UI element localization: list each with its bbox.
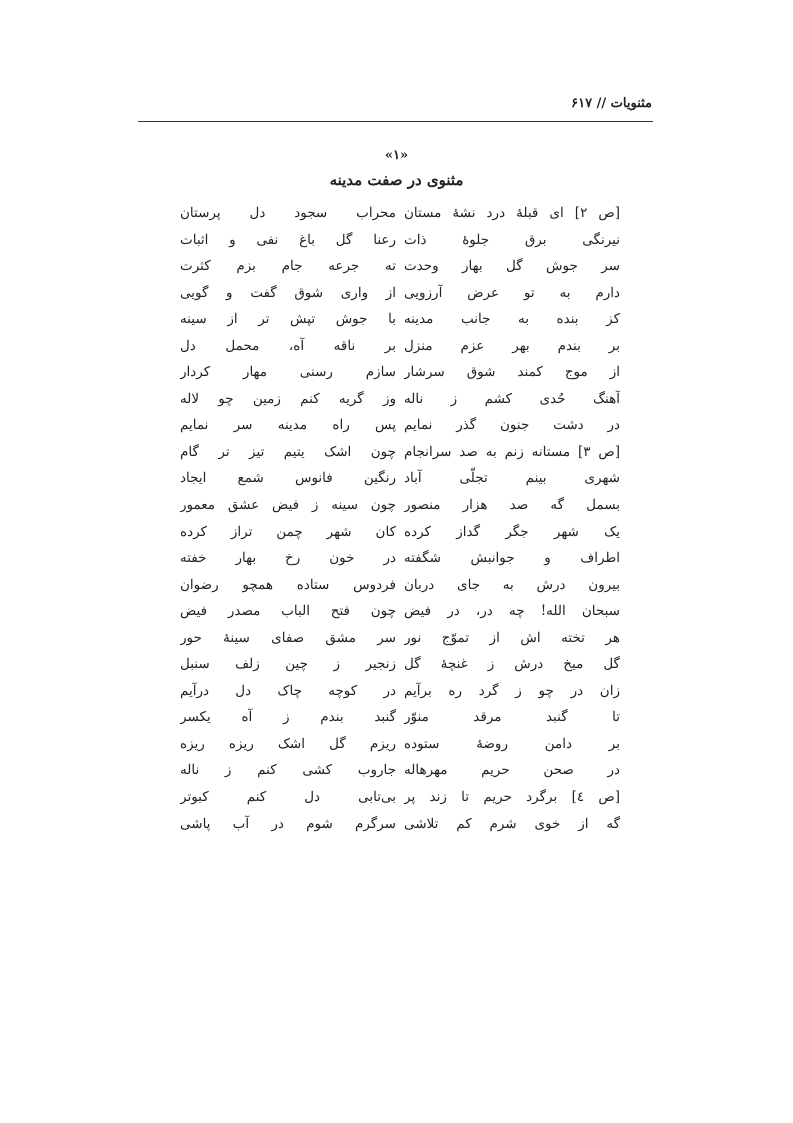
poem-number: «۱»: [384, 148, 409, 163]
right-hemistich: در دشت جنون گذر نمایم: [404, 417, 620, 434]
header-rule: [138, 121, 653, 122]
verse: [180, 200, 620, 227]
verse: [180, 572, 620, 599]
running-head: مثنویات // ۶۱۷: [571, 96, 652, 111]
left-hemistich: با جوش تپش تر از سینه: [180, 311, 396, 328]
right-hemistich: اطراف و جوانبش شگفته: [404, 550, 620, 567]
left-hemistich: چون سینه ز فیض عشق معمور: [180, 497, 396, 514]
verse: [180, 359, 620, 386]
verse: [180, 306, 620, 333]
right-hemistich: گه از خوی شرم کم تلاشی: [404, 815, 620, 832]
verse: [180, 280, 620, 307]
verse: [180, 811, 620, 838]
left-hemistich: جاروب کشی کنم ز ناله: [180, 762, 396, 779]
verse: [180, 731, 620, 758]
right-hemistich: گل میخ درش ز غنچهٔ گل: [404, 656, 620, 673]
right-hemistich: کز بنده به جانب مدینه: [404, 311, 620, 328]
left-hemistich: چون فتح الباب مصدر فیض: [180, 603, 396, 620]
verse: [180, 704, 620, 731]
left-hemistich: سرگرم شوم در آب پاشی: [180, 815, 396, 832]
right-hemistich: سر جوش گل بهار وحدت: [404, 258, 620, 275]
right-hemistich: بر دامن روضهٔ ستوده: [404, 735, 620, 752]
right-hemistich: شهری بینم تجلّی آباد: [404, 470, 620, 487]
verse: [180, 757, 620, 784]
verse: [180, 386, 620, 413]
left-hemistich: بی‌تابی دل کنم کبوتر: [180, 789, 396, 806]
right-hemistich: بیرون درش به جای دربان: [404, 576, 620, 593]
verse: [180, 545, 620, 572]
left-hemistich: بر ناقه آه، محمل دل: [180, 337, 396, 354]
right-hemistich: [ص ٤] برگرد حریم تا زند پر: [404, 789, 620, 806]
verse: [180, 651, 620, 678]
left-hemistich: فردوس ستاده همچو رضوان: [180, 576, 396, 593]
left-hemistich: گنبد بندم ز آه یکسر: [180, 709, 396, 726]
verse: [180, 519, 620, 546]
left-hemistich: زنجیر ز چین زلف سنبل: [180, 656, 396, 673]
right-hemistich: بر بندم بهر عزم منزل: [404, 337, 620, 354]
left-hemistich: در خون رخ بهار خفته: [180, 550, 396, 567]
right-hemistich: آهنگ حُدی کشم ز ناله: [404, 390, 620, 407]
verse-list: [180, 200, 620, 837]
right-hemistich: [ص ۳] مستانه زنم به صد سرانجام: [404, 443, 620, 460]
left-hemistich: چون اشک یتیم تیز تر گام: [180, 443, 396, 460]
left-hemistich: رعنا گل باغ نفی و اثبات: [180, 231, 396, 248]
poem-title: مثنوی در صفت مدینه: [329, 171, 464, 189]
left-hemistich: وز گریه کنم زمین چو لاله: [180, 390, 396, 407]
verse: [180, 678, 620, 705]
left-hemistich: از واری شوق گفت و گویی: [180, 284, 396, 301]
verse: [180, 412, 620, 439]
left-hemistich: کان شهر چمن تراز کرده: [180, 523, 396, 540]
verse: [180, 333, 620, 360]
right-hemistich: یک شهر جگر گداز کرده: [404, 523, 620, 540]
right-hemistich: سبحان الله! چه در، در فیض: [404, 603, 620, 620]
left-hemistich: سر مشق صفای سینهٔ حور: [180, 629, 396, 646]
right-hemistich: بسمل گه صد هزار منصور: [404, 497, 620, 514]
right-hemistich: [ص ۲] ای قبلهٔ درد نشهٔ مستان: [404, 205, 620, 221]
right-hemistich: نیرنگی برق جلوهٔ ذات: [404, 231, 620, 248]
right-hemistich: در صحن حریم مهرهاله: [404, 762, 620, 779]
verse: [180, 465, 620, 492]
verse: [180, 625, 620, 652]
left-hemistich: ته جرعه جام بزم کثرت: [180, 258, 396, 275]
right-hemistich: زان در چو ز گرد ره برآیم: [404, 682, 620, 699]
right-hemistich: دارم به تو عرض آرزویی: [404, 284, 620, 301]
right-hemistich: از موج کمند شوق سرشار: [404, 364, 620, 381]
verse: [180, 227, 620, 254]
verse: [180, 439, 620, 466]
left-hemistich: ریزم گل اشک ریزه ریزه: [180, 735, 396, 752]
right-hemistich: تا گنبد مرقد منوّر: [404, 709, 620, 726]
verse: [180, 784, 620, 811]
right-hemistich: هر تخته اش از تموّج نور: [404, 629, 620, 646]
verse: [180, 253, 620, 280]
left-hemistich: پس راه مدینه سر نمایم: [180, 417, 396, 434]
verse: [180, 492, 620, 519]
left-hemistich: در کوچه چاک دل درآیم: [180, 682, 396, 699]
left-hemistich: سازم رسنی مهار کردار: [180, 364, 396, 381]
left-hemistich: محراب سجود دل پرستان: [180, 205, 396, 221]
left-hemistich: رنگین فانوس شمع ایجاد: [180, 470, 396, 487]
verse: [180, 598, 620, 625]
